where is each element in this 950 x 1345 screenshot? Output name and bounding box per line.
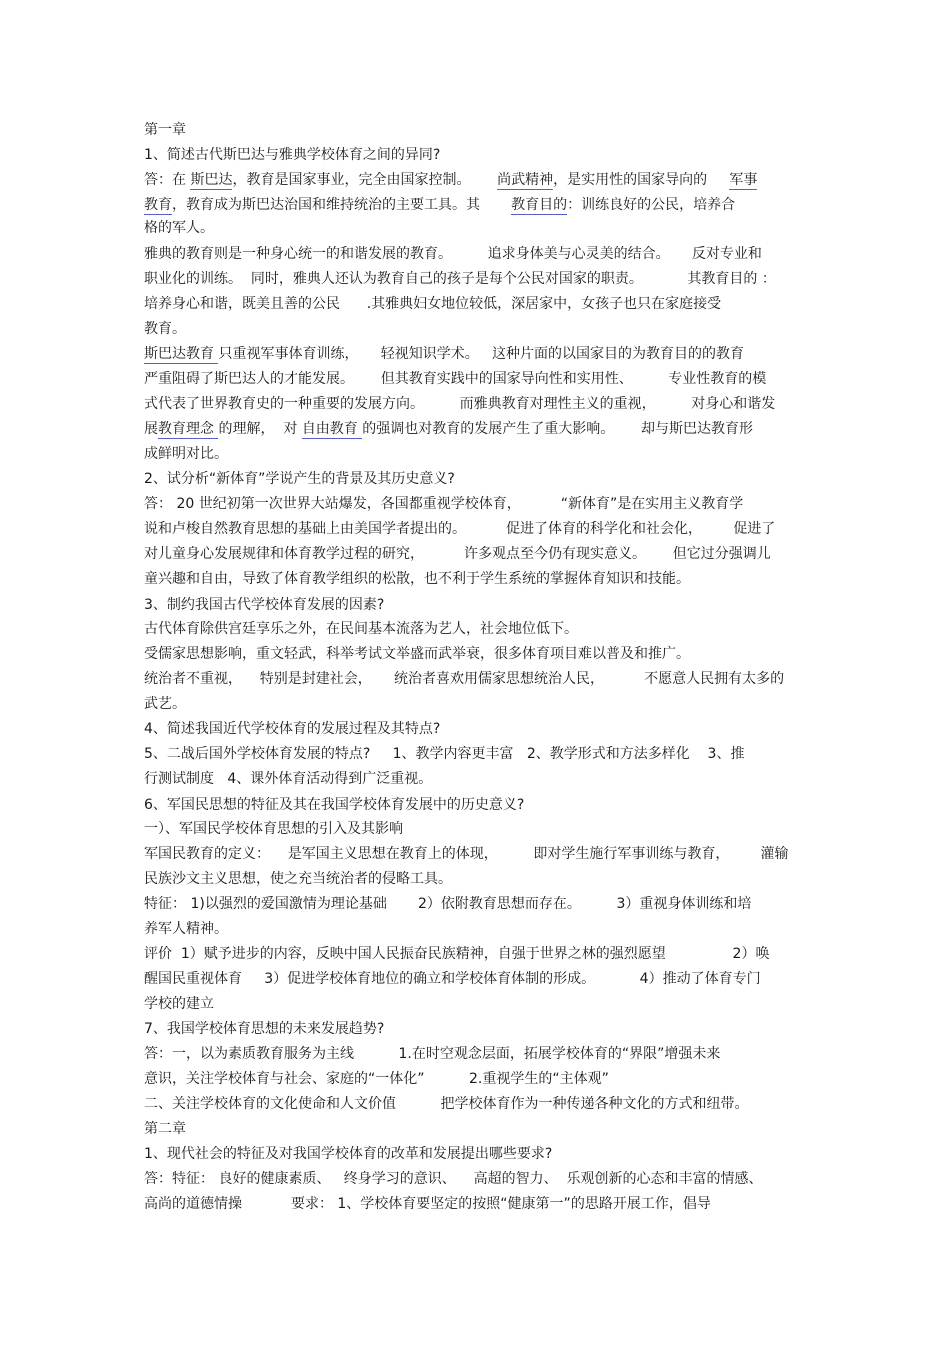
underlined-term: 尚武精神: [497, 172, 554, 188]
text: 答：在: [144, 172, 191, 188]
answer-line: 武艺。: [144, 696, 186, 712]
answer-line: 特征： 1)以强烈的爱国激情为理论基础 2）依附教育思想而存在。 3）重视身体训练和培: [144, 896, 752, 912]
text: ，是实用性的国家导向的: [553, 172, 730, 188]
answer-line: 说和卢梭自然教育思想的基础上由美国学者提出的。 促进了体育的科学化和社会化， 促进了: [144, 521, 776, 537]
answer-line: [144, 345, 744, 363]
answer-line: 严重阻碍了斯巴达人的才能发展。 但其教育实践中的国家导向性和实用性、 专业性教育的模: [144, 371, 767, 387]
underlined-term: 斯巴达教育: [144, 346, 219, 362]
text: 只重视军事体育训练， 轻视知识学术。 这种片面的以国家目的为教育目的的教育: [218, 346, 745, 362]
answer-line: 童兴趣和自由，导致了体育教学组织的松散，也不利于学生系统的掌握体育知识和技能。: [144, 571, 690, 587]
text: 的强调也对教育的发展产生了重大影响。 却与斯巴达教育形: [362, 421, 753, 437]
question-4: 4、简述我国近代学校体育的发展过程及其特点?: [144, 721, 441, 737]
answer-line: 式代表了世界教育史的一种重要的发展方向。 而雅典教育对理性主义的重视， 对身心和谐发: [144, 396, 776, 412]
answer-line: 民族沙文主义思想，使之充当统治者的侵略工具。: [144, 871, 452, 887]
text: 展: [144, 421, 158, 437]
underlined-term: 教育目的: [511, 197, 568, 213]
answer-line: 高尚的道德情操 要求： 1、学校体育要坚定的按照“健康第一”的思路开展工作，倡导: [144, 1196, 711, 1212]
answer-line: [144, 420, 753, 438]
answer-line: 答：特征： 良好的健康素质、 终身学习的意识、 高超的智力、 乐观创新的心态和丰富的情感、: [144, 1171, 763, 1187]
question-3: 3、制约我国古代学校体育发展的因素?: [144, 597, 385, 613]
answer-line: 职业化的训练。 同时，雅典人还认为教育自己的孩子是每个公民对国家的职责。 其教育目的 ：: [144, 271, 776, 287]
answer-line: 学校的建立: [144, 996, 214, 1012]
text: ，教育是国家事业，完全由国家控制。: [232, 172, 498, 188]
text: ，教育成为斯巴达治国和维持统治的主要工具。其: [172, 197, 512, 213]
answer-line: 古代体育除供宫廷享乐之外，在民间基本流落为艺人，社会地位低下。: [144, 621, 578, 637]
answer-line: 意识，关注学校体育与社会、家庭的“一体化” 2.重视学生的“主体观”: [144, 1071, 609, 1087]
answer-line: 养军人精神。: [144, 921, 228, 937]
answer-line: 受儒家思想影响，重文轻武，科举考试文举盛而武举衰，很多体育项目难以普及和推广。: [144, 646, 690, 662]
answer-line: 行测试制度 4、课外体育活动得到广泛重视。: [144, 771, 433, 787]
answer-line: 对儿童身心发展规律和体育教学过程的研究， 许多观点至今仍有现实意义。 但它过分强调儿: [144, 546, 771, 562]
answer-line: 成鲜明对比。: [144, 446, 228, 462]
underlined-term: 自由教育: [301, 421, 363, 437]
answer-line: 军国民教育的定义： 是军国主义思想在教育上的体现， 即对学生施行军事训练与教育， 灌输: [144, 846, 789, 862]
answer-line: 答：一，以为素质教育服务为主线 1.在时空观念层面，拓展学校体育的“界限”增强未来: [144, 1046, 721, 1062]
answer-line: 格的军人。: [144, 220, 214, 236]
answer-line: 雅典的教育则是一种身心统一的和谐发展的教育。 追求身体美与心灵美的结合。 反对专业和: [144, 246, 762, 262]
chapter-2-heading: 第二章: [144, 1121, 186, 1137]
answer-line: 统治者不重视， 特别是封建社会， 统治者喜欢用儒家思想统治人民， 不愿意人民拥有太多的: [144, 671, 785, 687]
answer-line: 答： 20 世纪初第一次世界大站爆发，各国都重视学校体育， “新体育”是在实用主义教育学: [144, 496, 744, 512]
question-1: 1、简述古代斯巴达与雅典学校体育之间的异同?: [144, 147, 441, 163]
underlined-term: 军事: [729, 172, 758, 188]
question-5: 5、二战后国外学校体育发展的特点? 1、教学内容更丰富 2、教学形式和方法多样化 3、推: [144, 746, 745, 762]
underlined-term: 教育: [144, 197, 172, 213]
chapter-1-heading: 第一章: [144, 122, 186, 138]
answer-line: 二、关注学校体育的文化使命和人文价值 把学校体育作为一种传递各种文化的方式和纽带。: [144, 1096, 749, 1112]
answer-line: [144, 196, 735, 214]
question-7: 7、我国学校体育思想的未来发展趋势?: [144, 1021, 385, 1037]
answer-line: 评价 1）赋予进步的内容，反映中国人民振奋民族精神，自强于世界之林的强烈愿望 2）唤: [144, 946, 770, 962]
text: ：训练良好的公民，培养合: [567, 197, 736, 213]
answer-line: 一）、军国民学校体育思想的引入及其影响: [144, 821, 403, 837]
underlined-term: 教育理念: [158, 421, 219, 437]
text: 的理解， 对: [218, 421, 302, 437]
answer-line: 醒国民重视体育 3）促进学校体育地位的确立和学校体育体制的形成。 4）推动了体育专门: [144, 971, 761, 987]
chapter-2-question-1: 1、现代社会的特征及对我国学校体育的改革和发展提出哪些要求?: [144, 1146, 553, 1162]
answer-line: 培养身心和谐，既美且善的公民 .其雅典妇女地位较低，深居家中，女孩子也只在家庭接受: [144, 296, 722, 312]
question-6: 6、军国民思想的特征及其在我国学校体育发展中的历史意义?: [144, 797, 525, 813]
question-2: 2、试分析“新体育”学说产生的背景及其历史意义?: [144, 471, 455, 487]
underlined-term: 斯巴达: [190, 172, 233, 188]
answer-line: [144, 171, 757, 189]
answer-line: 教育。: [144, 321, 186, 337]
